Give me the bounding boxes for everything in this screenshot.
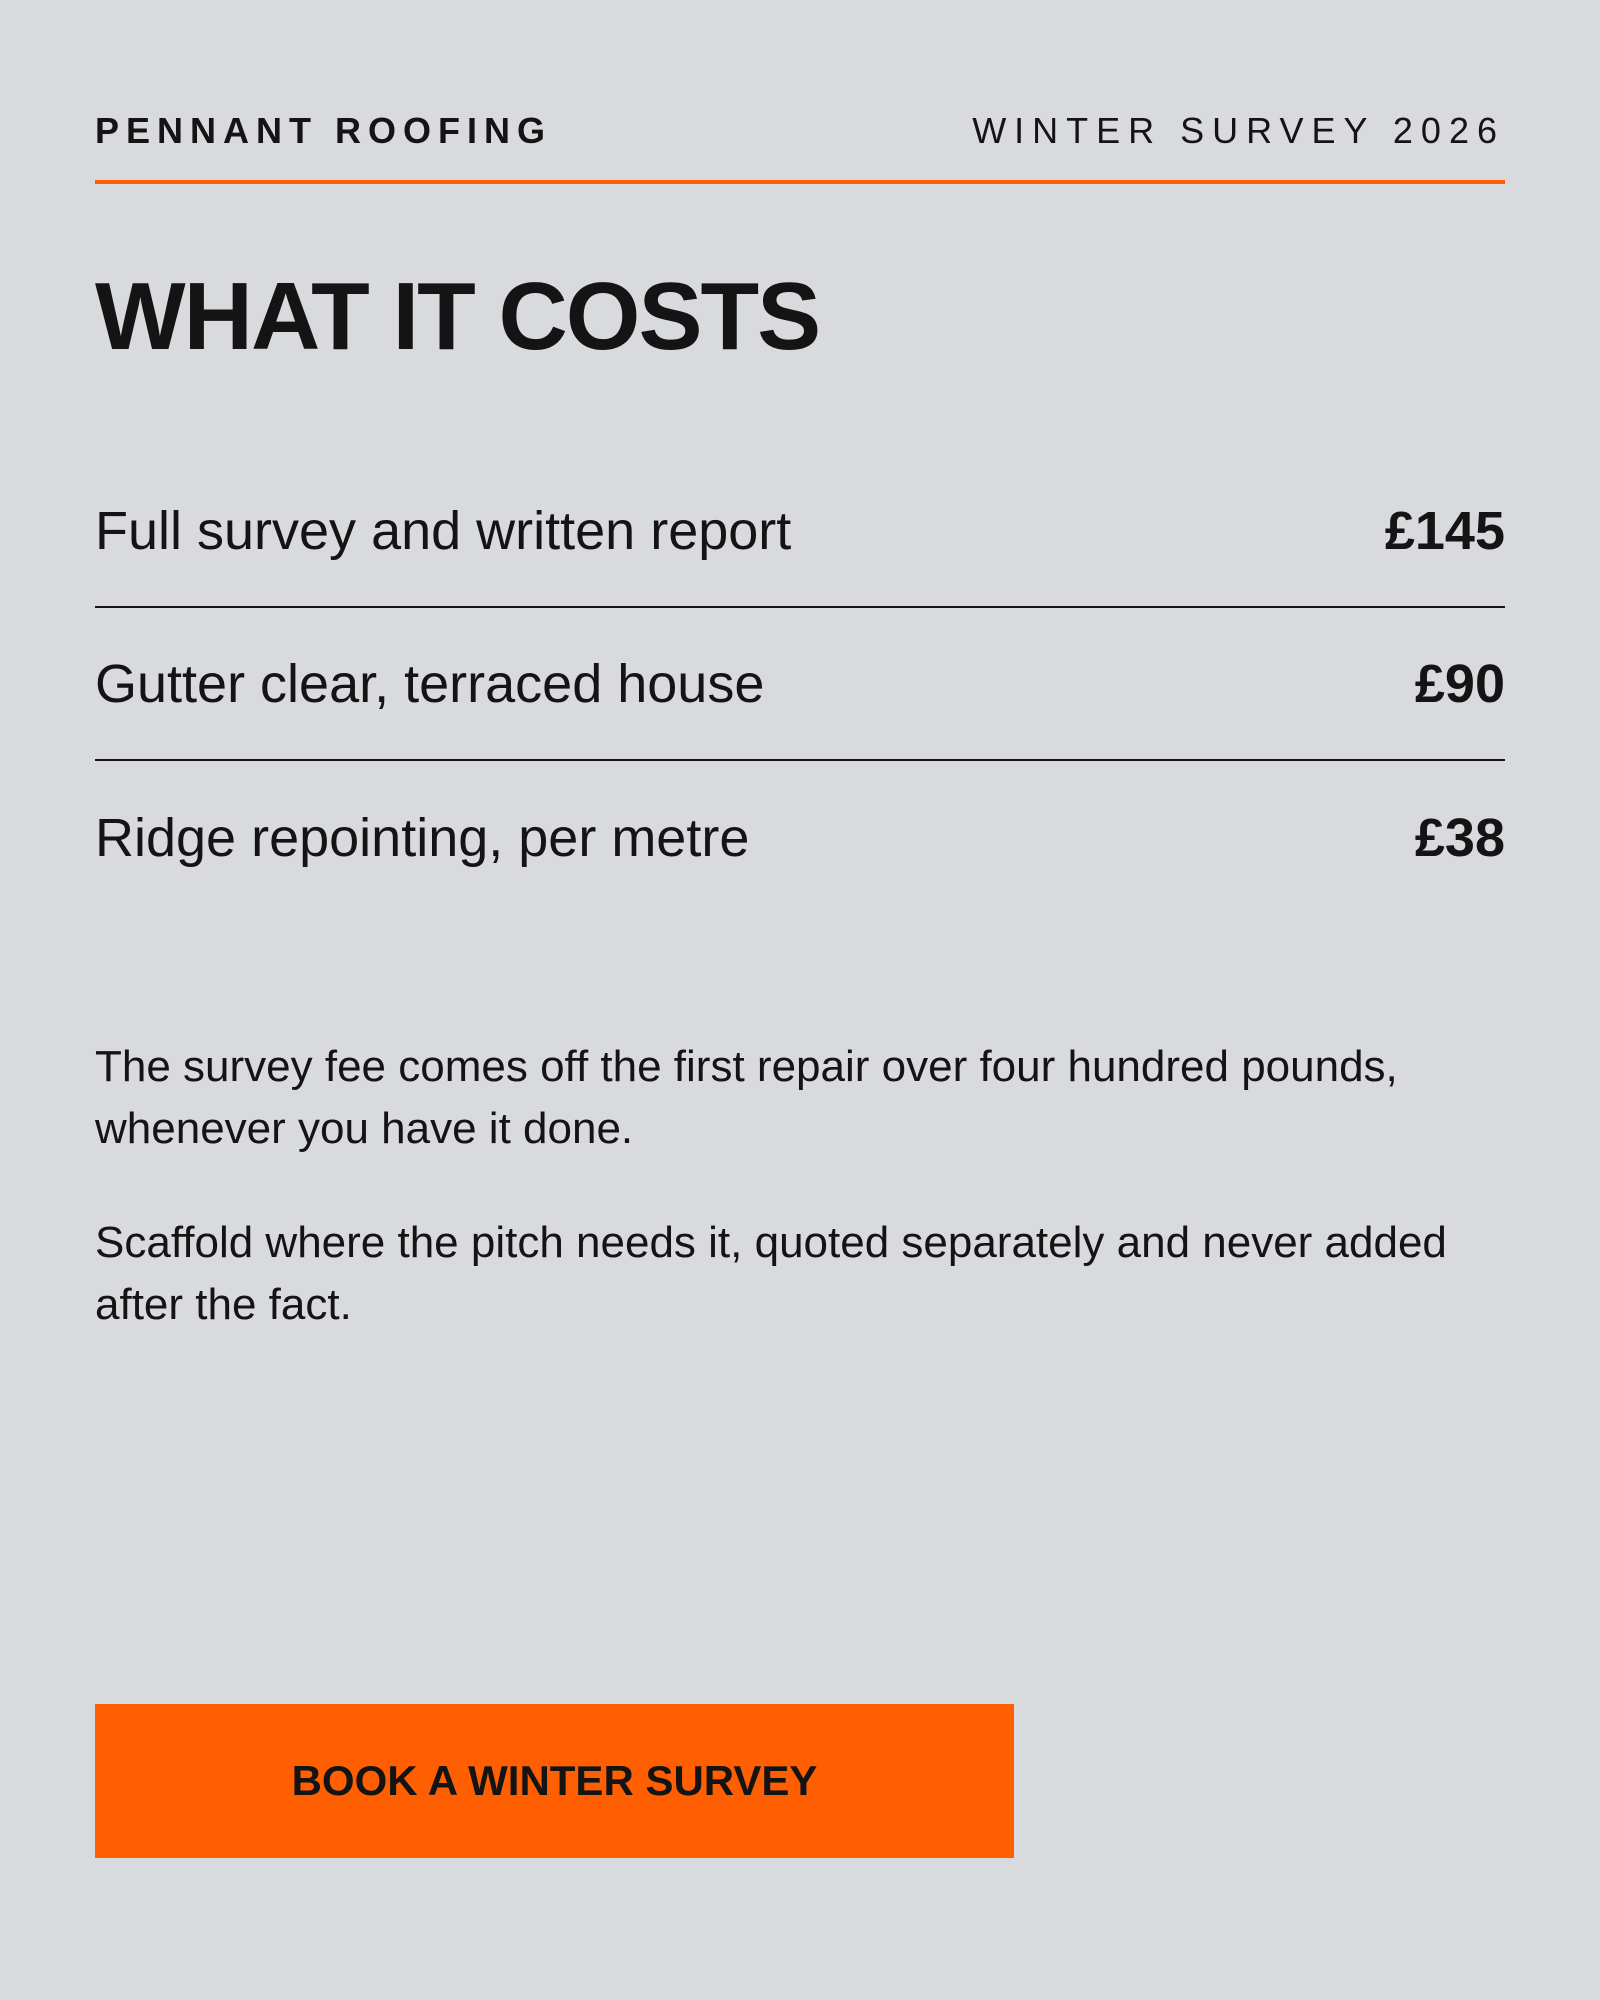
brand-name: PENNANT ROOFING <box>95 110 553 151</box>
page-title: WHAT IT COSTS <box>95 263 820 370</box>
price-item-amount: £145 <box>1384 500 1505 561</box>
price-item-amount: £90 <box>1414 653 1505 714</box>
price-item-label: Ridge repointing, per metre <box>95 807 750 868</box>
accent-divider <box>95 180 1505 184</box>
survey-fee-note: The survey fee comes off the first repair over four hundred pounds, whenever you have it done. <box>95 1042 1398 1153</box>
edition-label: WINTER SURVEY 2026 <box>972 110 1505 151</box>
notes-section <box>95 1036 1505 1388</box>
price-list <box>95 455 1505 914</box>
book-survey-button[interactable]: BOOK A WINTER SURVEY <box>95 1704 1014 1858</box>
scaffold-note: Scaffold where the pitch needs it, quoted separately and never added after the fact. <box>95 1218 1447 1329</box>
price-item-label: Gutter clear, terraced house <box>95 653 765 714</box>
price-row <box>95 608 1505 761</box>
price-row <box>95 761 1505 914</box>
top-bar <box>95 108 1505 154</box>
price-item-label: Full survey and written report <box>95 500 792 561</box>
price-row <box>95 455 1505 608</box>
pricing-page <box>95 0 1505 2000</box>
price-item-amount: £38 <box>1414 807 1505 868</box>
